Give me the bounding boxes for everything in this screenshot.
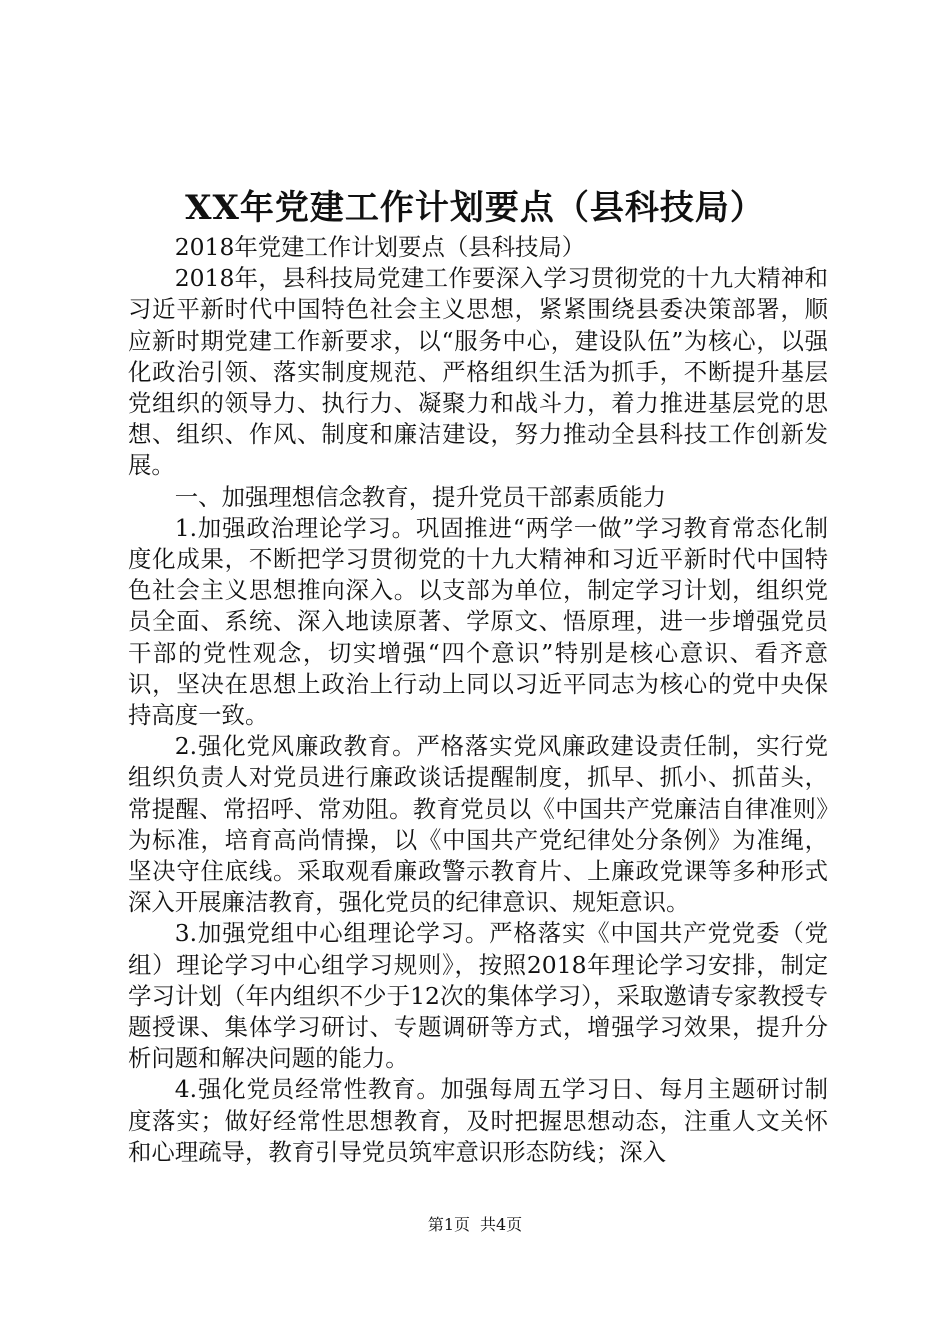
page-total: 共4页 bbox=[480, 1215, 523, 1234]
document-title: XX年党建工作计划要点（县科技局） bbox=[185, 188, 765, 228]
page-number: 第1页 bbox=[427, 1215, 470, 1234]
section-heading-1: 一、加强理想信念教育，提升党员干部素质能力 bbox=[174, 482, 666, 511]
paragraph-intro: 2018年，县科技局党建工作要深入学习贯彻党的十九大精神和习近平新时代中国特色社会主义思想，紧紧围绕县委决策部署，顺应新时期党建工作新要求，以“服务中心，建设队伍”为核心，以强化政治引领、落实制度规范、严格组织生活为抓手，不断提升基层党组织的领导力、执行力、凝聚力和战斗力，着力推进基层党的思想、组织、作风、制度和廉洁建设，努力推动全县科技工作创新发展。 bbox=[128, 264, 828, 480]
paragraph-item-3: 3.加强党组中心组理论学习。严格落实《中国共产党党委（党组）理论学习中心组学习规则》，按照2018年理论学习安排，制定学习计划（年内组织不少于12次的集体学习），采取邀请专家教授专题授课、集体学习研讨、专题调研等方式，增强学习效果，提升分析问题和解决问题的能力。 bbox=[128, 919, 828, 1073]
document-body bbox=[128, 232, 828, 1168]
paragraph-item-4: 4.强化党员经常性教育。加强每周五学习日、每月主题研讨制度落实；做好经常性思想教育，及时把握思想动态，注重人文关怀和心理疏导，教育引导党员筑牢意识形态防线；深入 bbox=[128, 1075, 828, 1166]
paragraph-item-2: 2.强化党风廉政教育。严格落实党风廉政建设责任制，实行党组织负责人对党员进行廉政谈话提醒制度，抓早、抓小、抓苗头，常提醒、常招呼、常劝阻。教育党员以《中国共产党廉洁自律准则》为标准，培育高尚情操，以《中国共产党纪律处分条例》为准绳，坚决守住底线。采取观看廉政警示教育片、上廉政党课等多种形式深入开展廉洁教育，强化党员的纪律意识、规矩意识。 bbox=[128, 732, 828, 917]
paragraph-subtitle: 2018年党建工作计划要点（县科技局） bbox=[174, 233, 586, 261]
paragraph-item-1: 1.加强政治理论学习。巩固推进“两学一做”学习教育常态化制度化成果，不断把学习贯彻党的十九大精神和习近平新时代中国特色社会主义思想推向深入。以支部为单位，制定学习计划，组织党员全面、系统、深入地读原著、学原文、悟原理，进一步增强党员干部的党性观念，切实增强“四个意识”特别是核心意识、看齐意识，坚决在思想上政治上行动上同以习近平同志为核心的党中央保持高度一致。 bbox=[128, 513, 828, 730]
page-footer bbox=[0, 1214, 950, 1236]
